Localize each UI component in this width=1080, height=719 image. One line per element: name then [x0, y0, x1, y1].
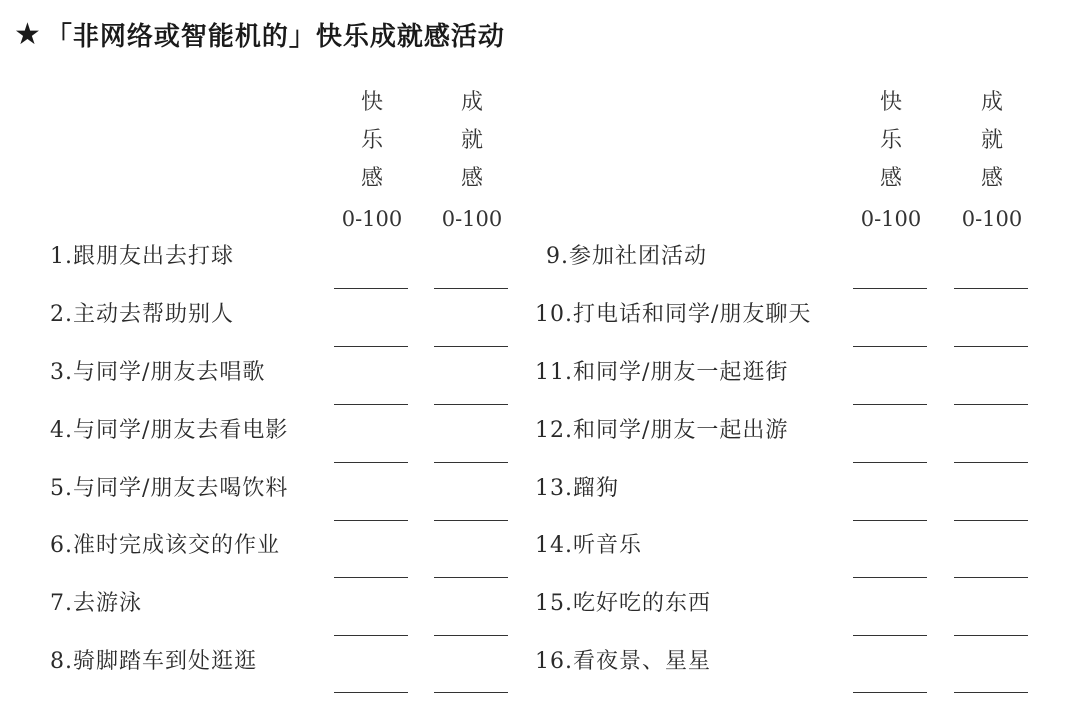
header-char: 感 [980, 166, 1003, 191]
activity-item-16: 16.看夜景、星星 [535, 649, 711, 674]
header-range: 0-100 [441, 207, 503, 231]
header-char: 感 [460, 166, 483, 191]
activity-item-7: 7.去游泳 [50, 591, 142, 616]
happiness-blank [334, 404, 408, 405]
star-icon: ★ [14, 16, 42, 52]
achievement-header-left [435, 84, 509, 238]
happiness-header-right [854, 84, 928, 238]
achievement-header-right [955, 84, 1029, 238]
achievement-blank [954, 520, 1028, 521]
achievement-blank [434, 346, 508, 347]
header-char: 感 [879, 166, 902, 191]
happiness-blank [853, 692, 927, 693]
happiness-blank [334, 520, 408, 521]
happiness-blank [853, 462, 927, 463]
header-char: 乐 [360, 128, 383, 153]
achievement-blank [954, 404, 1028, 405]
achievement-blank [434, 635, 508, 636]
happiness-blank [853, 346, 927, 347]
happiness-blank [334, 288, 408, 289]
happiness-blank [853, 288, 927, 289]
page-title [14, 12, 505, 56]
activity-item-12: 12.和同学/朋友一起出游 [535, 418, 789, 443]
happiness-blank [853, 520, 927, 521]
achievement-blank [954, 288, 1028, 289]
header-char: 感 [360, 166, 383, 191]
activity-item-4: 4.与同学/朋友去看电影 [50, 418, 289, 443]
achievement-blank [434, 692, 508, 693]
achievement-blank [434, 577, 508, 578]
happiness-header-left [335, 84, 409, 238]
activity-item-1: 1.跟朋友出去打球 [50, 244, 234, 269]
happiness-blank [853, 577, 927, 578]
activity-item-15: 15.吃好吃的东西 [535, 591, 711, 616]
activity-item-2: 2.主动去帮助别人 [50, 302, 234, 327]
happiness-blank [853, 404, 927, 405]
header-char: 快 [360, 90, 383, 115]
header-range: 0-100 [860, 207, 922, 231]
happiness-blank [334, 577, 408, 578]
activity-item-13: 13.蹓狗 [535, 476, 619, 501]
header-char: 就 [460, 128, 483, 153]
header-char: 成 [980, 90, 1003, 115]
happiness-blank [853, 635, 927, 636]
happiness-blank [334, 635, 408, 636]
achievement-blank [954, 635, 1028, 636]
activity-item-10: 10.打电话和同学/朋友聊天 [535, 302, 812, 327]
achievement-blank [954, 462, 1028, 463]
activity-item-9: 9.参加社团活动 [546, 244, 707, 269]
happiness-blank [334, 462, 408, 463]
header-range: 0-100 [961, 207, 1023, 231]
happiness-blank [334, 692, 408, 693]
activity-item-3: 3.与同学/朋友去唱歌 [50, 360, 266, 385]
achievement-blank [434, 520, 508, 521]
happiness-blank [334, 346, 408, 347]
page-title-text: 「非网络或智能机的」快乐成就感活动 [45, 21, 505, 52]
achievement-blank [954, 577, 1028, 578]
activity-item-6: 6.准时完成该交的作业 [50, 533, 280, 558]
activity-item-8: 8.骑脚踏车到处逛逛 [50, 649, 257, 674]
achievement-blank [954, 692, 1028, 693]
achievement-blank [434, 404, 508, 405]
activity-item-14: 14.听音乐 [535, 533, 642, 558]
header-char: 乐 [879, 128, 902, 153]
achievement-blank [954, 346, 1028, 347]
activity-item-11: 11.和同学/朋友一起逛街 [535, 360, 789, 385]
header-char: 快 [879, 90, 902, 115]
achievement-blank [434, 462, 508, 463]
achievement-blank [434, 288, 508, 289]
header-char: 就 [980, 128, 1003, 153]
header-range: 0-100 [341, 207, 403, 231]
header-char: 成 [460, 90, 483, 115]
activity-item-5: 5.与同学/朋友去喝饮料 [50, 476, 289, 501]
